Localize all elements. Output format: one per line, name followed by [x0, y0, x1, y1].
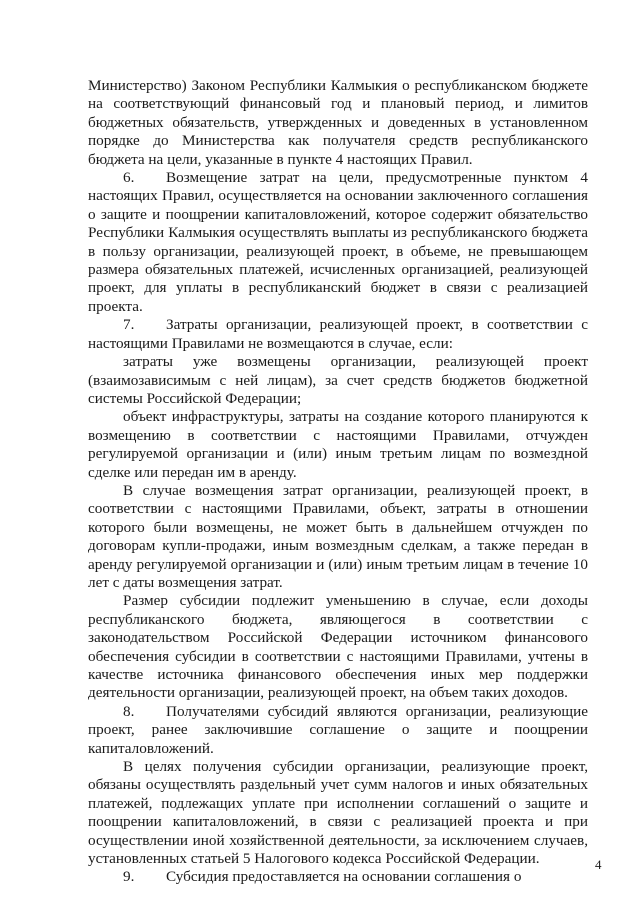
item-number: 7.: [123, 316, 135, 334]
paragraph-continuation: Министерство) Законом Республики Калмыкия о республиканском бюджете на соответствующий финансовый год и плановый период, и лимитов бюджетных обязательств, утвержденных и доведенных в установленном порядке до Министерства как получателя средств республиканского бюджета на цели, указанные в пункте 4 настоящих Правил.: [88, 77, 588, 168]
paragraph-condition-1: затраты уже возмещены организации, реализующей проект (взаимозависимым с ней лицам), за счет средств бюджетов бюджетной системы Российской Федерации;: [88, 353, 588, 407]
paragraph-separate-accounting: В целях получения субсидии организации, реализующие проект, обязаны осуществлять раздельный учет сумм налогов и иных обязательных платежей, подлежащих уплате при исполнении соглашений о защите и поощрении капиталовложений, в связи с реализацией проекта и при осуществлении иной хозяйственной деятельности, за исключением случаев, установленных статьей 5 Налогового кодекса Российской Федерации.: [88, 758, 588, 868]
item-text: Субсидия предоставляется на основании соглашения о: [166, 868, 522, 886]
page-number: 4: [595, 857, 602, 872]
document-body: [88, 77, 588, 887]
item-text: Возмещение затрат на цели, предусмотренные пунктом 4 настоящих Правил, осуществляется на основании заключенного соглашения о защите и поощрении капиталовложений, которое содержит обязательство Республики Калмыкия осуществлять выплаты из республиканского бюджета в пользу организации, реализующей проект, в объеме, не превышающем размера обязательных платежей, исчисленных организацией, реализующей проект, для уплаты в республиканский бюджет в связи с реализацией проекта.: [88, 169, 588, 315]
paragraph-item-8: [88, 703, 588, 758]
paragraph-item-7: [88, 316, 588, 353]
paragraph-item-9: [88, 868, 588, 886]
paragraph-item-6: [88, 169, 588, 316]
item-text: Получателями субсидий являются организации, реализующие проект, ранее заключившие соглашение о защите и поощрении капиталовложений.: [88, 702, 588, 757]
item-number: 8.: [123, 702, 135, 720]
paragraph-condition-2: объект инфраструктуры, затраты на создание которого планируются к возмещению в соответствии с настоящими Правилами, отчужден регулируемой организации и (или) иным третьим лицам по возмездной сделке или передан им в аренду.: [88, 408, 588, 481]
item-number: 9.: [123, 868, 135, 886]
item-number: 6.: [123, 169, 135, 187]
item-text: Затраты организации, реализующей проект, в соответствии с настоящими Правилами не возмещаются в случае, если:: [88, 316, 588, 352]
paragraph-restriction: В случае возмещения затрат организации, реализующей проект, в соответствии с настоящими Правилами, объект, затраты в отношении которого были возмещены, не может быть в дальнейшем отчужден по договорам купли-продажи, иным возмездным сделкам, а также передан в аренду регулируемой организации и (или) иным третьим лицам в течение 10 лет с даты возмещения затрат.: [88, 481, 588, 591]
paragraph-subsidy-reduction: Размер субсидии подлежит уменьшению в случае, если доходы республиканского бюджета, являющегося в соответствии с законодательством Российской Федерации источником финансового обеспечения субсидии в соответствии с настоящими Правилами, учтены в качестве источника финансового обеспечения иных мер поддержки деятельности организации, реализующей проект, на объем таких доходов.: [88, 592, 588, 702]
